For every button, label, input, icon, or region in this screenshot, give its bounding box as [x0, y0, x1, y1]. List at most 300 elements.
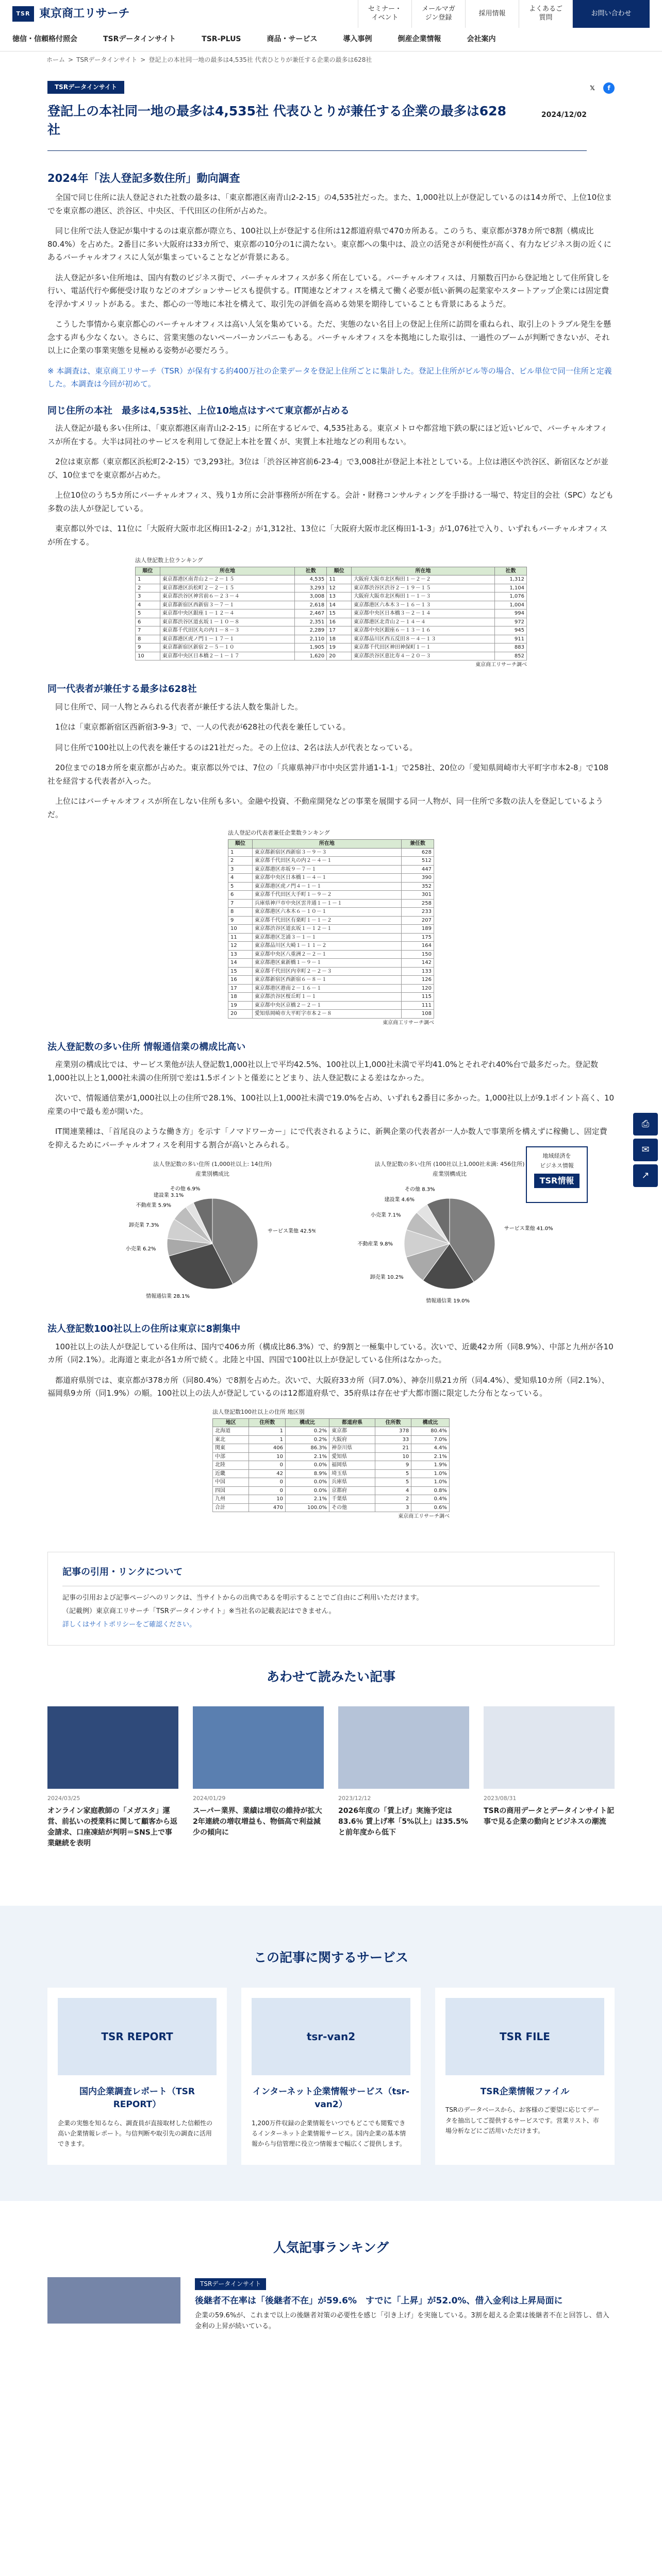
gnav-item-bankruptcy[interactable]: 倒産企業情報	[398, 35, 441, 44]
table-cell: 5	[375, 1478, 411, 1487]
table-cell: 852	[495, 652, 527, 660]
table-row	[228, 848, 434, 857]
table-cell: 18	[228, 993, 253, 1002]
table-row	[213, 1461, 450, 1470]
table-cell: 19	[327, 643, 352, 652]
table-cell: 0.0%	[285, 1461, 329, 1470]
table-cell: 九州	[213, 1495, 249, 1504]
related-card[interactable]	[47, 1706, 178, 1849]
paragraph: 2位は東京都（東京都区浜松町2-2-15）で3,293社。3位は「渋谷区神宮前6-23-4」で3,008社が登記上本社としている。上位は港区や渋谷区、新宿区などが並び、10位までを東京都が占めた。	[47, 457, 608, 480]
table-cell: 東京都品川区大崎１－１１－２	[252, 942, 401, 951]
service-card[interactable]	[435, 1988, 615, 2165]
table-cell: 4	[228, 874, 253, 883]
table-header-cell: 地区	[213, 1418, 249, 1427]
table-cell: 東京都中央区日本橋１－４－１	[252, 874, 401, 883]
table-cell: 189	[401, 925, 434, 934]
table-cell: 1	[228, 848, 253, 857]
table-cell: 512	[401, 857, 434, 866]
brand-name: 東京商工リサーチ	[39, 7, 130, 21]
table-cell: 3	[375, 1503, 411, 1512]
data-table	[228, 839, 434, 1019]
table-cell: 0.6%	[411, 1503, 450, 1512]
table-cell: 東京都港区赤坂９－７－１	[252, 865, 401, 874]
gnav-item-insight[interactable]: TSRデータインサイト	[103, 35, 176, 44]
table-cell: 四国	[213, 1486, 249, 1495]
card-date: 2024/03/25	[47, 1795, 80, 1802]
table-row	[136, 652, 527, 660]
table-row	[228, 857, 434, 866]
table-row	[213, 1495, 450, 1504]
table-cell: 11	[228, 933, 253, 942]
table-caption: 法人登記数100社以上の住所 地区別	[212, 1408, 305, 1415]
pie-label: 卸売業 7.3%	[128, 1222, 159, 1228]
table-row	[228, 891, 434, 900]
table-caption: 法人登記数上位ランキング	[135, 557, 203, 564]
table-cell: 5	[136, 609, 160, 618]
table-cell: 大阪府大阪市北区梅田１－１－３	[351, 592, 494, 601]
table-row	[136, 626, 527, 635]
table-cell: 5	[375, 1469, 411, 1478]
table-cell: 4,535	[295, 575, 327, 584]
table-cell: 378	[375, 1427, 411, 1436]
paragraph: IT関連業種は、「首尾良のような働き方」を示す「ノマドワーカー」にで代表されるように、新興企業の代表者が一人か数人で事業所を構えずに稼働し、固定費を抑えるためにバーチャルオフィスを利用する割合が高いとみられる。	[47, 1127, 607, 1149]
table-cell: 352	[401, 882, 434, 891]
table-cell: 近畿	[213, 1469, 249, 1478]
table-cell: 142	[401, 959, 434, 968]
table-cell: 2	[136, 584, 160, 592]
paragraph: こうした事情から東京都心のバーチャルオフィスは高い人気を集めている。ただ、実態のない名目上の登記上住所に訪問を重ねられ、取引上のトラブル発生を懸念する声も少なくない。さらに、営業実態のないペーパーカンパニーもある。バーチャルオフィスを本拠地にした取引は、一過性のブームが判断できないが、それ以上に企業の事業実態を見極める姿勢が必要だろう。	[47, 319, 611, 355]
print-icon[interactable]: ⎙	[633, 1113, 658, 1136]
table-cell: 42	[249, 1469, 285, 1478]
pie-label: 小売業 6.2%	[125, 1246, 156, 1252]
table-row	[228, 925, 434, 934]
pie-title: 法人登記数の多い住所 (1,000社以上: 14住所)	[153, 1161, 272, 1168]
table-header-cell: 都道府県	[329, 1418, 375, 1427]
pie-label: 卸売業 10.2%	[370, 1274, 404, 1280]
mail-icon[interactable]: ✉	[633, 1139, 658, 1161]
data-table	[212, 1418, 450, 1513]
card-title: TSRの商用データとデータインサイト記事で見る企業の動向とビジネスの潮流	[484, 1807, 615, 1826]
table-cell: 6	[228, 891, 253, 900]
service-name: TSR企業情報ファイル	[480, 2086, 570, 2097]
table-cell: 164	[401, 942, 434, 951]
card-date: 2023/12/12	[338, 1795, 371, 1802]
related-cards	[47, 1706, 615, 1849]
paragraph: 同じ住所で100社以上の代表を兼任するのは21社だった。その上位は、2名は法人が代表となっている。	[55, 742, 418, 752]
table-cell: 1,004	[495, 601, 527, 609]
sub-heading: 法人登記数100社以上の住所は東京に8割集中	[47, 1324, 241, 1335]
gnav-item-company[interactable]: 会社案内	[467, 35, 496, 44]
pie-label: サービス業他 41.0%	[504, 1225, 553, 1231]
table-cell: 16	[327, 618, 352, 626]
service-image: TSR FILE	[445, 1998, 604, 2075]
related-card[interactable]	[484, 1706, 615, 1849]
table-cell: 2	[375, 1495, 411, 1504]
breadcrumb-home[interactable]: ホーム	[46, 56, 65, 63]
table-row	[228, 933, 434, 942]
table-cell: 233	[401, 908, 434, 917]
breadcrumb-insight[interactable]: TSRデータインサイト	[76, 56, 138, 63]
table-row	[136, 575, 527, 584]
region-table	[212, 1408, 450, 1521]
table-cell: 447	[401, 865, 434, 874]
table-cell: 120	[401, 984, 434, 993]
table-cell: 13	[327, 592, 352, 601]
table-cell: 111	[401, 1001, 434, 1010]
service-desc: TSRのデータベースから、お客様のご要望に応じてデータを抽出してご提供するサービスです。営業リスト、市場分析などにご活用いただけます。	[445, 2106, 600, 2134]
table-cell: 東京都港区南青山２－２－１５	[160, 575, 295, 584]
article-category-tag[interactable]: TSRデータインサイト	[47, 81, 124, 93]
service-image: TSR REPORT	[58, 1998, 217, 2075]
pie-label: 建設業 4.6%	[384, 1197, 415, 1203]
ranking-headline: 後継者不在率は「後継者不在」が59.6% すでに「上昇」が52.0%、借入金利は上昇局面に	[195, 2295, 563, 2306]
table-cell: 1	[249, 1427, 285, 1436]
table-cell: 1,076	[495, 592, 527, 601]
card-thumbnail	[47, 1706, 178, 1789]
table-cell: 0	[249, 1461, 285, 1470]
table-row	[213, 1469, 450, 1478]
table-cell: 2,467	[295, 609, 327, 618]
page-title: 登記上の本社同一地の最多は4,535社 代表ひとりが兼任する企業の最多は628社	[47, 103, 506, 138]
table-cell: 京都府	[329, 1486, 375, 1495]
table-row	[228, 908, 434, 917]
gnav-item-services[interactable]: 商品・サービス	[267, 35, 318, 44]
table-header-cell: 社数	[495, 567, 527, 575]
table-cell: 東京都新宿区西新宿３－９－３	[252, 848, 401, 857]
table-cell: 4	[375, 1486, 411, 1495]
site-logo[interactable]	[12, 4, 130, 23]
card-date: 2024/01/29	[193, 1795, 226, 1802]
share-buttons	[587, 82, 615, 94]
table-cell: 中国	[213, 1478, 249, 1487]
table-row	[228, 942, 434, 951]
banner-text: 地域経済を	[542, 1153, 571, 1159]
paragraph: 全国で同じ住所に法人登記された社数の最多は、「東京都港区南青山2-2-15」の4,535社だった。また、1,000社以上が登記しているのは14カ所で、上位10位までを東京都の港区、渋谷区、中央区、千代田区の住所が占めた。	[47, 193, 613, 215]
table-cell: 東京都渋谷区道玄坂１－１０－８	[160, 618, 295, 626]
table-cell: 0.0%	[285, 1478, 329, 1487]
util-faq[interactable]: よくあるご質問	[519, 0, 572, 28]
table-cell: 7	[228, 899, 253, 908]
pie-label: サービス業他 42.5%	[267, 1228, 316, 1234]
banner-button: TSR情報	[534, 1174, 580, 1188]
table-cell: 東京都港区六本木６－１０－１	[252, 908, 401, 917]
table-cell: 2.1%	[285, 1495, 329, 1504]
table-header-cell: 順位	[327, 567, 352, 575]
table-cell: 14	[327, 601, 352, 609]
table-cell: 13	[228, 950, 253, 959]
services-title: この記事に関するサービス	[253, 1950, 408, 1965]
table-cell: 2.1%	[285, 1452, 329, 1461]
table-cell: 東京都千代田区丸の内２－４－１	[252, 857, 401, 866]
table-cell: 883	[495, 643, 527, 652]
table-cell: 10	[228, 925, 253, 934]
paragraph: 次いで、情報通信業が1,000社以上の住所で28.1%、100社以上1,000社未満で19.0%を占め、いずれも2番目に多かった。1,000社以上が9.1ポイント高く、10産業の中で最も差が開いた。	[47, 1093, 615, 1116]
table-cell: 東京都港区北青山２－１４－４	[351, 618, 494, 626]
table-caption: 法人登記の代表者兼任企業数ランキング	[228, 829, 330, 837]
card-title: 2026年度の「賃上げ」実施予定は83.6％ 賃上げ率「5%以上」は35.5%と前年度から低下	[338, 1807, 468, 1837]
logo-mark: TSR	[12, 6, 34, 22]
table-row	[136, 601, 527, 609]
table-cell: 1.9%	[411, 1461, 450, 1470]
table-cell: 994	[495, 609, 527, 618]
table-cell: 0.0%	[285, 1486, 329, 1495]
table-cell: 東京都新宿区西新宿６－８－１	[252, 976, 401, 985]
related-card[interactable]	[193, 1706, 329, 1849]
table-row	[228, 950, 434, 959]
table-cell: 86.3%	[285, 1444, 329, 1453]
table-cell: 埼玉県	[329, 1469, 375, 1478]
table-cell: 中部	[213, 1452, 249, 1461]
table-header-cell: 住所数	[375, 1418, 411, 1427]
table-cell: 2,351	[295, 618, 327, 626]
table-cell: 東京都	[329, 1427, 375, 1436]
breadcrumb-sep-icon: >	[68, 56, 74, 63]
table-cell: 4	[136, 601, 160, 609]
table-row	[213, 1435, 450, 1444]
table-cell: 3	[228, 865, 253, 874]
card-title: オンライン家庭教師の「メガスタ」運営、前払いの授業料に関して顧客から返金請求、口座凍結が判明＝SNS上で事業継続を表明	[47, 1807, 177, 1848]
table-source: 東京商工リサーチ調べ	[383, 1020, 434, 1026]
table-header-cell: 順位	[228, 840, 253, 849]
paragraph: 産業別の構成比では、サービス業他が法人登記数1,000社以上で平均42.5%、100社以上1,000社未満で平均41.0%とそれぞれ40%台で最多だった。登記数1,000社以上と1,000社未満の住所別で差は1.5ポイントと僅差にとどまり、法人登記数による差はなかった。	[47, 1060, 599, 1082]
table-source: 東京商工リサーチ調べ	[398, 1514, 450, 1520]
table-cell: 12	[327, 584, 352, 592]
table-cell: 10	[136, 652, 160, 660]
sub-heading: 同じ住所の本社 最多は4,535社、上位10地点はすべて東京都が占める	[47, 405, 350, 416]
table-cell: 東京都港区虎ノ門４－１－１	[252, 882, 401, 891]
table-row	[213, 1452, 450, 1461]
table-cell: 東京都渋谷区道玄坂１－１２－１	[252, 925, 401, 934]
table-row	[136, 584, 527, 592]
table-cell: 406	[249, 1444, 285, 1453]
data-table	[135, 567, 527, 661]
table-cell: 115	[401, 993, 434, 1002]
survey-note: ※ 本調査は、東京商工リサーチ（TSR）が保有する約400万社の企業データを登記上住所ごとに集計した。登記上住所がビル等の場合、ビル単位で同一住所と定義した。本調査は今回が初めて。	[47, 366, 612, 389]
service-name: インターネット企業情報サービス（tsr-van2）	[252, 2086, 410, 2110]
table-cell: 16	[228, 976, 253, 985]
table-header-cell: 兼任数	[401, 840, 434, 849]
table-cell: 10	[375, 1452, 411, 1461]
table-cell: 福岡県	[329, 1461, 375, 1470]
card-thumbnail	[193, 1706, 324, 1789]
service-cards	[47, 1988, 615, 2165]
title-row	[47, 94, 587, 151]
table-cell: 8.9%	[285, 1469, 329, 1478]
table-cell: 東京都渋谷区渋谷２－１９－１５	[351, 584, 494, 592]
table-cell: 7.0%	[411, 1435, 450, 1444]
pie-label: 小売業 7.1%	[370, 1212, 401, 1218]
table-cell: 東京都港区芝浦３－１－１	[252, 933, 401, 942]
service-image: tsr-van2	[252, 1998, 410, 2075]
table-cell: 東京都品川区西五反田８－４－１３	[351, 635, 494, 643]
table-cell: 4.4%	[411, 1444, 450, 1453]
pie-chart-left	[109, 1160, 316, 1306]
table-cell: 17	[228, 984, 253, 993]
service-name: 国内企業調査レポート（TSR REPORT）	[79, 2086, 195, 2110]
table-cell: 0.2%	[285, 1435, 329, 1444]
table-cell: 北海道	[213, 1427, 249, 1436]
table-cell: 12	[228, 942, 253, 951]
paragraph: 同じ住所で、同一人物とみられる代表者が兼任する法人数を集計した。	[55, 702, 303, 711]
table-row	[228, 993, 434, 1002]
table-cell: 東京都港区浜松町２－２－１５	[160, 584, 295, 592]
ranking-title: 人気記事ランキング	[273, 2240, 389, 2255]
table-cell: 千葉県	[329, 1495, 375, 1504]
table-cell: 628	[401, 848, 434, 857]
table-cell: 愛知県	[329, 1452, 375, 1461]
table-row	[136, 618, 527, 626]
table-cell: 100.0%	[285, 1503, 329, 1512]
gnav-item-plus[interactable]: TSR-PLUS	[202, 35, 241, 44]
table-cell: 207	[401, 916, 434, 925]
section-heading: 2024年「法人登記多数住所」動向調査	[47, 172, 240, 185]
table-cell: 10	[249, 1452, 285, 1461]
table-cell: 11	[327, 575, 352, 584]
related-card[interactable]	[338, 1706, 469, 1849]
table-cell: 301	[401, 891, 434, 900]
table-cell: 合計	[213, 1503, 249, 1512]
table-cell: 133	[401, 967, 434, 976]
service-desc: 1,200万件収録の企業情報をいつでもどこでも閲覧できるインターネット企業情報サービス。国内企業の基本情報から与信管理に役立つ情報まで幅広くご提供します。	[252, 2119, 406, 2148]
table-row	[136, 643, 527, 652]
table-header-cell: 所在地	[160, 567, 295, 575]
card-date: 2023/08/31	[484, 1795, 517, 1802]
pie-subtitle: 産業別構成比	[195, 1170, 229, 1177]
table-header-cell: 構成比	[411, 1418, 450, 1427]
table-cell: 東京都港区東新橋１－９－１	[252, 959, 401, 968]
table-header-cell: 構成比	[285, 1418, 329, 1427]
ranking-body: 企業の59.6%が、これまで以上の後継者対策の必要性を感じ「引き上げ」を実施している。3割を超える企業は後継者不在と回答し、借入金利の上昇が続いている。	[195, 2311, 609, 2330]
paragraph: 100社以上の法人が登記している住所は、国内で406カ所（構成比86.3%）で、約9割と一極集中している。次いで、近畿42カ所（同8.9%）、中部と九州が各10カ所（同2.1%）。北海道と東北が各1カ所で続く。北陸と中国、四国で100社以上が登記している住所はなかった。	[47, 1342, 614, 1365]
service-card[interactable]	[47, 1988, 227, 2165]
table-cell: 2	[228, 857, 253, 866]
table-cell: 大阪府	[329, 1435, 375, 1444]
table-cell: 945	[495, 626, 527, 635]
table-cell: 0.2%	[285, 1427, 329, 1436]
util-recruit[interactable]: 採用情報	[465, 0, 519, 28]
table-cell: 33	[375, 1435, 411, 1444]
paragraph: 上位10位のうち5カ所にバーチャルオフィス、残り1カ所に会計事務所が所在する。会計・財務コンサルティングを手掛ける一場で、特定目的会社（SPC）なども多数の法人が登記している。	[47, 490, 614, 513]
table-cell: 2,110	[295, 635, 327, 643]
table-row	[213, 1427, 450, 1436]
table-cell: 東京都港区港南２－１６－１	[252, 984, 401, 993]
table-cell: 175	[401, 933, 434, 942]
side-banner[interactable]	[526, 1146, 588, 1203]
table-cell: 258	[401, 899, 434, 908]
citation-example: （記載例）東京商工リサーチ「TSRデータインサイト」※当社名の記載表記はできません。	[62, 1607, 336, 1615]
table-cell: 2.1%	[411, 1452, 450, 1461]
table-cell: 東京都中央区日本橋２－１－１７	[160, 652, 295, 660]
table-cell: 21	[375, 1444, 411, 1453]
table-header-cell: 順位	[136, 567, 160, 575]
table-row	[136, 592, 527, 601]
pie-label: 情報通信業 28.1%	[146, 1293, 190, 1299]
table-row	[228, 976, 434, 985]
table-row	[228, 1001, 434, 1010]
paragraph: 都道府県別では、東京都が378カ所（同80.4%）で8割を占めた。次いで、大阪府33カ所（同7.0%）、神奈川県21カ所（同4.4%）、愛知県10カ所（同2.1%）、福岡県9カ所（同1.9%）の順。100社以上の法人が登記しているのは12都道府県で、35府県は存在せず大都市圏に限定した分布となっている。	[47, 1375, 609, 1398]
banner-text: ビジネス情報	[540, 1162, 574, 1169]
table-row	[136, 635, 527, 643]
table-cell: 8	[136, 635, 160, 643]
floating-actions	[633, 1113, 658, 1187]
table-cell: 愛知県岡崎市大平町字市本２－８	[252, 1010, 401, 1019]
table-cell: 1,312	[495, 575, 527, 584]
table-row	[228, 1010, 434, 1019]
contact-button[interactable]: お問い合わせ	[572, 0, 650, 28]
table-cell: 東京都新宿区新宿２－５－１０	[160, 643, 295, 652]
pie-label: 不動産業 5.9%	[136, 1202, 172, 1209]
util-seminar[interactable]: セミナー・イベント	[358, 0, 411, 28]
service-desc: 企業の実態を知るなら、調査員が直接取材した信頼性の高い企業情報レポート。与信判断や取引先の調査に活用できます。	[58, 2119, 213, 2148]
table-header-cell: 所在地	[351, 567, 494, 575]
table-cell: 20	[228, 1010, 253, 1019]
table-header-cell: 所在地	[252, 840, 401, 849]
share-icon[interactable]: ↗	[633, 1164, 658, 1187]
table-row	[213, 1486, 450, 1495]
paragraph: 上位にはバーチャルオフィスが所在しない住所も多い。金融や投資、不動産開発などの事業を展開する同一人物が、同一住所で多数の法人を登記しているようだ。	[47, 796, 603, 819]
table-cell: 390	[401, 874, 434, 883]
related-title: あわせて読みたい記事	[266, 1669, 395, 1684]
table-cell: 東京都中央区銀座６－１３－１６	[351, 626, 494, 635]
gnav-item-credit[interactable]: 徳信・信頼格付照会	[12, 35, 77, 44]
table-row	[213, 1478, 450, 1487]
table-cell: 6	[136, 618, 160, 626]
table-row	[228, 865, 434, 874]
paragraph: 同じ住所で法人登記が集中するのは東京都が際立ち、100社以上が登記する住所は12都道府県で470カ所ある。このうち、東京都が378カ所で8割（構成比80.4%）を占めた。2番目に多い大阪府は33カ所で、東京都の10分の1に満たない。東京都への集中は、設立の活発さが利便性が高く、有力なビジネス街の近くにあるバーチャルオフィスに人気が集まっていることなどが背景にある。	[47, 226, 611, 262]
table-cell: 北陸	[213, 1461, 249, 1470]
paragraph: 法人登記が多い住所地は、国内有数のビジネス街で、バーチャルオフィスが多く所在している。バーチャルオフィスは、月額数百円から登記地として住所貸しを行い、電話代行や郵便受け取りなどのオプションサービスも提供する。IT関連などオフィスを構えて働く必要が低い新興の起業家やスタートアップ企業には固定費を浮かすメリットがある。また、都心の一等地に本社を構えて、取引先の評価を高める効果を期待していることも背景にあるようだ。	[47, 273, 610, 309]
services-section	[0, 1906, 662, 2201]
table-cell: 東京都千代田区丸の内１－８－３	[160, 626, 295, 635]
table-cell: 東京都中央区八重洲２－２－１	[252, 950, 401, 959]
ranking-item[interactable]	[47, 2277, 615, 2332]
facebook-share-icon[interactable]: f	[603, 82, 615, 94]
gnav-item-cases[interactable]: 導入事例	[343, 35, 372, 44]
ranking-table-1	[135, 556, 527, 669]
pie-label: その他 8.3%	[405, 1187, 435, 1193]
table-cell: 15	[327, 609, 352, 618]
table-cell: 1	[136, 575, 160, 584]
breadcrumb-current: 登記上の本社同一地の最多は4,535社 代表ひとりが兼任する企業の最多は628社	[148, 56, 372, 63]
table-cell: 10	[249, 1495, 285, 1504]
table-cell: 80.4%	[411, 1427, 450, 1436]
table-cell: 9	[136, 643, 160, 652]
table-cell: 14	[228, 959, 253, 968]
table-cell: 911	[495, 635, 527, 643]
pie-chart-right	[346, 1160, 553, 1306]
table-header-cell: 社数	[295, 567, 327, 575]
table-cell: 20	[327, 652, 352, 660]
pie-label: その他 6.9%	[170, 1186, 201, 1192]
table-cell: 9	[375, 1461, 411, 1470]
table-cell: 東北	[213, 1435, 249, 1444]
ranking-thumbnail	[47, 2277, 180, 2324]
table-cell: 1	[249, 1435, 285, 1444]
table-cell: 9	[228, 916, 253, 925]
util-mailmag[interactable]: メールマガジン登録	[411, 0, 465, 28]
citation-policy-link[interactable]: 詳しくはサイトポリシーをご確認ください。	[62, 1620, 196, 1629]
table-cell: 東京都渋谷区神宮前６－２３－４	[160, 592, 295, 601]
table-cell: 108	[401, 1010, 434, 1019]
table-cell: 0	[249, 1486, 285, 1495]
sub-heading: 同一代表者が兼任する最多は628社	[47, 684, 197, 695]
table-cell: 126	[401, 976, 434, 985]
breadcrumb-sep-icon: >	[140, 56, 146, 63]
table-cell: 神奈川県	[329, 1444, 375, 1453]
service-card[interactable]	[241, 1988, 421, 2165]
paragraph: 20位までの18カ所を東京都が占めた。東京都以外では、7位の「兵庫県神戸市中央区雲井通1-1-1」で258社、20位の「愛知県岡崎市大平町字市本2-8」で108社を経営する代表者が入った。	[47, 763, 609, 786]
x-share-icon[interactable]: 𝕏	[590, 84, 595, 92]
